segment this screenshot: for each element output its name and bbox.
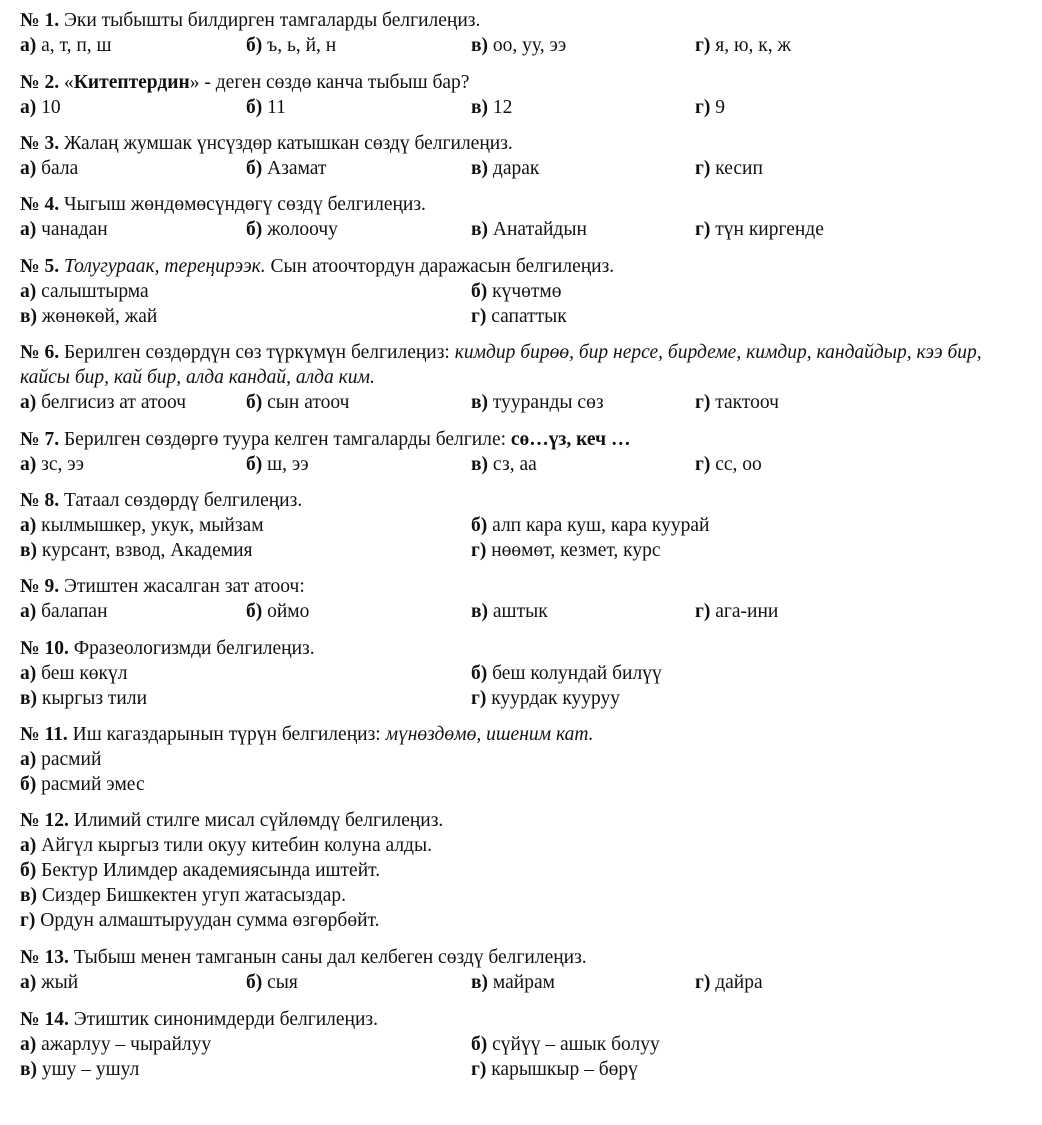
option-v[interactable] bbox=[471, 970, 555, 995]
question-text: Сын атоочтордун даражасын белгилеңиз. bbox=[265, 256, 615, 277]
option-text: бала bbox=[36, 158, 79, 179]
option-text: Анатайдын bbox=[488, 219, 587, 240]
question-number: № 1. bbox=[20, 10, 60, 31]
option-letter: г) bbox=[695, 601, 711, 622]
option-letter: а) bbox=[20, 601, 37, 622]
option-letter: а) bbox=[20, 515, 37, 536]
question-9 bbox=[20, 574, 1035, 624]
option-g[interactable] bbox=[695, 33, 791, 58]
option-text: я, ю, к, ж bbox=[710, 35, 791, 56]
option-letter: в) bbox=[471, 158, 489, 179]
option-g[interactable] bbox=[471, 304, 567, 329]
option-letter: б) bbox=[20, 774, 37, 795]
option-letter: г) bbox=[695, 454, 711, 475]
question-number: № 5. bbox=[20, 256, 60, 277]
option-v[interactable] bbox=[20, 538, 252, 563]
option-text: ш, ээ bbox=[262, 454, 309, 475]
option-text: жөнөкөй, жай bbox=[37, 306, 158, 327]
option-a[interactable] bbox=[20, 390, 186, 415]
option-a[interactable] bbox=[20, 452, 84, 477]
option-a[interactable] bbox=[20, 95, 61, 120]
option-g[interactable] bbox=[695, 217, 824, 242]
question-8 bbox=[20, 488, 1035, 563]
option-letter: а) bbox=[20, 392, 37, 413]
option-letter: а) bbox=[20, 35, 37, 56]
option-a[interactable] bbox=[20, 833, 1035, 858]
question-text: сө…үз, кеч … bbox=[510, 429, 631, 450]
question-14 bbox=[20, 1007, 1035, 1082]
question-3-stem bbox=[20, 131, 1035, 156]
option-a[interactable] bbox=[20, 661, 128, 686]
option-text: кесип bbox=[710, 158, 763, 179]
option-b[interactable] bbox=[471, 513, 709, 538]
question-text: Китептердин bbox=[73, 72, 190, 93]
option-b[interactable] bbox=[20, 772, 1035, 797]
option-text: Азамат bbox=[262, 158, 327, 179]
option-v[interactable] bbox=[20, 1057, 139, 1082]
option-g[interactable] bbox=[695, 452, 762, 477]
option-v[interactable] bbox=[471, 390, 604, 415]
option-letter: в) bbox=[471, 35, 489, 56]
question-text: Татаал сөздөрдү белгилеңиз. bbox=[59, 490, 303, 511]
option-letter: в) bbox=[471, 97, 489, 118]
option-text: оймо bbox=[262, 601, 310, 622]
option-a[interactable] bbox=[20, 279, 149, 304]
option-a[interactable] bbox=[20, 599, 108, 624]
option-letter: г) bbox=[471, 306, 487, 327]
option-text: кылмышкер, укук, мыйзам bbox=[36, 515, 264, 536]
option-letter: а) bbox=[20, 835, 37, 856]
question-number: № 8. bbox=[20, 490, 60, 511]
option-a[interactable] bbox=[20, 747, 1035, 772]
option-text: курсант, взвод, Академия bbox=[37, 540, 253, 561]
option-letter: г) bbox=[695, 972, 711, 993]
option-letter: в) bbox=[471, 601, 489, 622]
option-text: беш колундай билүү bbox=[487, 663, 662, 684]
option-text: жолоочу bbox=[262, 219, 338, 240]
option-letter: г) bbox=[695, 97, 711, 118]
option-text: 9 bbox=[710, 97, 725, 118]
option-text: Бектур Илимдер академиясында иштейт. bbox=[36, 860, 381, 881]
option-letter: б) bbox=[20, 860, 37, 881]
option-a[interactable] bbox=[20, 156, 78, 181]
option-text: күчөтмө bbox=[487, 281, 562, 302]
option-text: расмий bbox=[36, 749, 102, 770]
option-letter: а) bbox=[20, 1034, 37, 1055]
option-text: зс, ээ bbox=[36, 454, 84, 475]
question-number: № 7. bbox=[20, 429, 60, 450]
option-text: карышкыр – бөрү bbox=[486, 1059, 638, 1080]
option-v[interactable] bbox=[471, 599, 548, 624]
question-number: № 10. bbox=[20, 638, 69, 659]
option-text: куурдак кууруу bbox=[486, 688, 621, 709]
question-text: кимдир бирөө, бир нерсе, бирдеме, кимдир, кандайдыр, кээ бир, кайсы бир, кай бир, алда кандай, алда ким. bbox=[20, 342, 982, 388]
question-1-stem bbox=[20, 8, 1035, 33]
option-a[interactable] bbox=[20, 33, 112, 58]
option-a[interactable] bbox=[20, 970, 78, 995]
option-letter: а) bbox=[20, 454, 37, 475]
option-letter: г) bbox=[471, 540, 487, 561]
option-g[interactable] bbox=[471, 538, 661, 563]
option-text: нөөмөт, кезмет, курс bbox=[486, 540, 661, 561]
option-a[interactable] bbox=[20, 1032, 211, 1057]
option-text: Сиздер Бишкектен угуп жатасыздар. bbox=[37, 885, 347, 906]
question-13-stem bbox=[20, 945, 1035, 970]
option-text: тууранды сөз bbox=[488, 392, 604, 413]
option-letter: б) bbox=[246, 392, 263, 413]
option-letter: а) bbox=[20, 281, 37, 302]
option-g[interactable] bbox=[695, 95, 725, 120]
option-g[interactable] bbox=[20, 908, 1035, 933]
option-letter: г) bbox=[695, 35, 711, 56]
option-text: тактооч bbox=[710, 392, 779, 413]
option-text: 11 bbox=[262, 97, 286, 118]
option-letter: г) bbox=[471, 1059, 487, 1080]
option-letter: б) bbox=[471, 1034, 488, 1055]
option-v[interactable] bbox=[471, 156, 539, 181]
option-letter: в) bbox=[471, 454, 489, 475]
option-letter: в) bbox=[20, 540, 38, 561]
question-14-options-row1 bbox=[20, 1032, 1035, 1057]
question-number: № 6. bbox=[20, 342, 60, 363]
question-3 bbox=[20, 131, 1035, 181]
question-text: Илимий стилге мисал сүйлөмдү белгилеңиз. bbox=[68, 810, 444, 831]
option-b[interactable] bbox=[471, 279, 562, 304]
question-10 bbox=[20, 636, 1035, 711]
question-text: Фразеологизмди белгилеңиз. bbox=[68, 638, 315, 659]
question-8-options-row2 bbox=[20, 538, 1035, 563]
option-b[interactable] bbox=[246, 95, 286, 120]
option-b[interactable] bbox=[246, 33, 336, 58]
question-9-stem bbox=[20, 574, 1035, 599]
option-letter: б) bbox=[246, 158, 263, 179]
option-text: сз, аа bbox=[488, 454, 537, 475]
option-text: 10 bbox=[36, 97, 61, 118]
question-8-stem bbox=[20, 488, 1035, 513]
question-12 bbox=[20, 808, 1035, 933]
question-text: мүнөздөмө, ишеним кат. bbox=[385, 724, 594, 745]
question-text: Эки тыбышты билдирген тамгаларды белгилеңиз. bbox=[59, 10, 481, 31]
option-text: оо, уу, ээ bbox=[488, 35, 567, 56]
option-text: сыя bbox=[262, 972, 298, 993]
option-letter: в) bbox=[20, 885, 38, 906]
question-number: № 13. bbox=[20, 947, 69, 968]
question-6 bbox=[20, 340, 1035, 415]
option-letter: а) bbox=[20, 219, 37, 240]
question-2 bbox=[20, 70, 1035, 120]
question-10-options-row1 bbox=[20, 661, 1035, 686]
option-letter: б) bbox=[246, 601, 263, 622]
option-letter: б) bbox=[246, 972, 263, 993]
question-5 bbox=[20, 254, 1035, 329]
question-6-stem bbox=[20, 340, 1035, 390]
option-letter: а) bbox=[20, 749, 37, 770]
option-g[interactable] bbox=[695, 970, 763, 995]
option-text: 12 bbox=[488, 97, 513, 118]
question-text: Тыбыш менен тамганын саны дал келбеген сөздү белгилеңиз. bbox=[68, 947, 587, 968]
question-7 bbox=[20, 427, 1035, 477]
question-11 bbox=[20, 722, 1035, 797]
question-6-options bbox=[20, 390, 1035, 415]
question-10-stem bbox=[20, 636, 1035, 661]
question-2-stem bbox=[20, 70, 1035, 95]
option-letter: в) bbox=[471, 972, 489, 993]
option-text: ажарлуу – чырайлуу bbox=[36, 1034, 212, 1055]
question-14-options-row2 bbox=[20, 1057, 1035, 1082]
option-letter: г) bbox=[471, 688, 487, 709]
question-number: № 4. bbox=[20, 194, 60, 215]
option-v[interactable] bbox=[20, 686, 147, 711]
option-v[interactable] bbox=[20, 304, 157, 329]
option-letter: б) bbox=[471, 663, 488, 684]
question-text: Берилген сөздөрдүн сөз түркүмүн белгилеңиз: bbox=[59, 342, 455, 363]
option-text: сын атооч bbox=[262, 392, 350, 413]
option-text: белгисиз ат атооч bbox=[36, 392, 187, 413]
option-text: кыргыз тили bbox=[37, 688, 148, 709]
question-13 bbox=[20, 945, 1035, 995]
option-text: сс, оо bbox=[710, 454, 762, 475]
question-2-options bbox=[20, 95, 1035, 120]
option-b[interactable] bbox=[246, 390, 349, 415]
option-letter: б) bbox=[471, 281, 488, 302]
question-number: № 11. bbox=[20, 724, 68, 745]
question-text: Толугураак, тереңирээк. bbox=[59, 256, 266, 277]
option-text: түн киргенде bbox=[710, 219, 824, 240]
option-text: чанадан bbox=[36, 219, 108, 240]
question-number: № 9. bbox=[20, 576, 60, 597]
option-g[interactable] bbox=[695, 390, 779, 415]
option-v[interactable] bbox=[471, 452, 537, 477]
question-10-options-row2 bbox=[20, 686, 1035, 711]
option-letter: а) bbox=[20, 663, 37, 684]
option-letter: в) bbox=[20, 306, 38, 327]
option-letter: в) bbox=[471, 392, 489, 413]
option-letter: в) bbox=[20, 688, 38, 709]
question-text: Чыгыш жөндөмөсүндөгү сөздү белгилеңиз. bbox=[59, 194, 426, 215]
option-letter: а) bbox=[20, 97, 37, 118]
question-text: « bbox=[59, 72, 74, 93]
option-letter: б) bbox=[246, 219, 263, 240]
option-a[interactable] bbox=[20, 513, 264, 538]
option-text: ъ, ь, й, н bbox=[262, 35, 337, 56]
question-9-options bbox=[20, 599, 1035, 624]
option-b[interactable] bbox=[246, 599, 309, 624]
option-text: алп кара куш, кара куурай bbox=[487, 515, 710, 536]
question-12-stem bbox=[20, 808, 1035, 833]
option-g[interactable] bbox=[471, 1057, 638, 1082]
option-text: аштык bbox=[488, 601, 548, 622]
question-text: Иш кагаздарынын түрүн белгилеңиз: bbox=[67, 724, 386, 745]
option-letter: б) bbox=[246, 97, 263, 118]
question-7-stem bbox=[20, 427, 1035, 452]
question-4-stem bbox=[20, 192, 1035, 217]
question-text: Этиштен жасалган зат атооч: bbox=[59, 576, 305, 597]
option-letter: в) bbox=[20, 1059, 38, 1080]
option-b[interactable] bbox=[471, 661, 662, 686]
question-4 bbox=[20, 192, 1035, 242]
option-text: жый bbox=[36, 972, 79, 993]
option-text: расмий эмес bbox=[36, 774, 145, 795]
question-text: Берилген сөздөргө туура келген тамгаларды белгиле: bbox=[59, 429, 511, 450]
option-letter: а) bbox=[20, 972, 37, 993]
question-number: № 12. bbox=[20, 810, 69, 831]
option-text: беш көкүл bbox=[36, 663, 128, 684]
question-text: » - деген сөздө канча тыбыш бар? bbox=[189, 72, 470, 93]
question-number: № 3. bbox=[20, 133, 60, 154]
question-5-options-row1 bbox=[20, 279, 1035, 304]
option-text: ушу – ушул bbox=[37, 1059, 140, 1080]
option-text: сүйүү – ашык болуу bbox=[487, 1034, 660, 1055]
option-b[interactable] bbox=[20, 858, 1035, 883]
option-text: салыштырма bbox=[36, 281, 149, 302]
option-letter: б) bbox=[246, 454, 263, 475]
question-5-options-row2 bbox=[20, 304, 1035, 329]
option-b[interactable] bbox=[246, 156, 326, 181]
question-11-stem bbox=[20, 722, 1035, 747]
option-b[interactable] bbox=[246, 970, 298, 995]
question-13-options bbox=[20, 970, 1035, 995]
question-7-options bbox=[20, 452, 1035, 477]
option-text: Айгүл кыргыз тили окуу китебин колуна алды. bbox=[36, 835, 432, 856]
option-text: майрам bbox=[488, 972, 555, 993]
option-g[interactable] bbox=[695, 599, 778, 624]
question-5-stem bbox=[20, 254, 1035, 279]
question-4-options bbox=[20, 217, 1035, 242]
question-1 bbox=[20, 8, 1035, 58]
option-text: Ордун алмаштыруудан сумма өзгөрбөйт. bbox=[35, 910, 380, 931]
option-text: ага-ини bbox=[710, 601, 779, 622]
option-letter: г) bbox=[695, 392, 711, 413]
option-text: дарак bbox=[488, 158, 540, 179]
option-text: сапаттык bbox=[486, 306, 567, 327]
option-a[interactable] bbox=[20, 217, 108, 242]
option-g[interactable] bbox=[695, 156, 763, 181]
option-b[interactable] bbox=[471, 1032, 660, 1057]
question-1-options bbox=[20, 33, 1035, 58]
option-letter: а) bbox=[20, 158, 37, 179]
option-b[interactable] bbox=[246, 217, 338, 242]
option-g[interactable] bbox=[471, 686, 620, 711]
option-letter: б) bbox=[246, 35, 263, 56]
question-8-options-row1 bbox=[20, 513, 1035, 538]
option-letter: б) bbox=[471, 515, 488, 536]
option-letter: г) bbox=[20, 910, 36, 931]
option-letter: в) bbox=[471, 219, 489, 240]
option-v[interactable] bbox=[20, 883, 1035, 908]
question-text: Этиштик синонимдерди белгилеңиз. bbox=[68, 1009, 378, 1030]
question-number: № 14. bbox=[20, 1009, 69, 1030]
question-3-options bbox=[20, 156, 1035, 181]
question-text: Жалаң жумшак үнсүздөр катышкан сөздү белгилеңиз. bbox=[59, 133, 513, 154]
option-letter: г) bbox=[695, 158, 711, 179]
option-text: а, т, п, ш bbox=[36, 35, 112, 56]
option-text: дайра bbox=[710, 972, 763, 993]
question-number: № 2. bbox=[20, 72, 60, 93]
option-text: балапан bbox=[36, 601, 108, 622]
option-letter: г) bbox=[695, 219, 711, 240]
option-b[interactable] bbox=[246, 452, 309, 477]
question-14-stem bbox=[20, 1007, 1035, 1032]
option-v[interactable] bbox=[471, 217, 587, 242]
option-v[interactable] bbox=[471, 33, 566, 58]
option-v[interactable] bbox=[471, 95, 512, 120]
